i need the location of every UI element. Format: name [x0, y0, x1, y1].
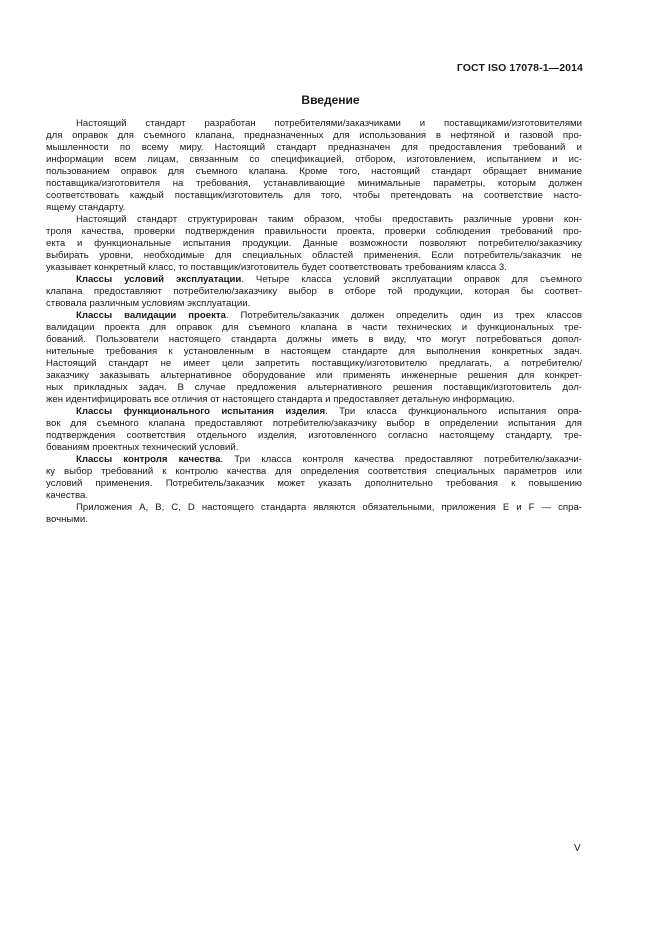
text-line: [46, 454, 582, 466]
text-line: [46, 274, 582, 286]
text-line: екта и функциональные испытания продукции. Данные возможности позволяют потребителю/заказчику: [46, 238, 582, 249]
bold-lead: Классы функционального испытания изделия: [76, 406, 326, 417]
text-line: Приложения А, В, С, D настоящего стандарта являются обязательными, приложения Е и F — спра-: [76, 502, 582, 513]
text-line: указывает конкретный класс, то поставщик/изготовитель будет соответствовать требованиям класса 3.: [46, 262, 507, 273]
paragraph-annexes: [46, 502, 582, 526]
paragraph-2: [46, 214, 582, 274]
document-code-header: ГОСТ ISO 17078-1—2014: [456, 62, 583, 74]
text-line: вок для съемного клапана предоставляют потребителю/заказчику выбор в определении испытания для: [46, 418, 582, 429]
text-line: условий применения. Потребитель/заказчик может указать дополнительно требования к повышению: [46, 478, 582, 489]
text-line: [46, 406, 582, 418]
text-line: ку выбор требований к контролю качества для определения соответствия специальных параметров или: [46, 466, 582, 477]
text-line: Настоящий стандарт структурирован таким образом, чтобы предоставить различные уровни кон-: [76, 214, 582, 225]
text-line: Настоящий стандарт не имеет цели запретить поставщику/изготовителю предлагать, а потребителю/: [46, 358, 582, 369]
text-line: [46, 310, 582, 322]
text-line: нительные требования к установленным в настоящем стандарте для выполнения конкретных задач.: [46, 346, 582, 357]
lead-rest: . Четыре класса условий эксплуатации оправок для съемного: [241, 274, 582, 285]
paragraph-service-classes: [46, 274, 582, 310]
text-line: качества.: [46, 490, 89, 501]
bold-lead: Классы контроля качества: [76, 454, 221, 465]
text-line: ных прикладных задач. В случае предложения альтернативного решения поставщик/изготовитель дол-: [46, 382, 582, 393]
text-line: ствовала различным условиям эксплуатации.: [46, 298, 251, 309]
text-line: информации всем лицам, связанным со спецификацией, отбором, изготовлением, испытанием и ис-: [46, 154, 582, 165]
text-line: мышленности по всему миру. Настоящий стандарт предназначен для предоставления требований и: [46, 142, 582, 153]
text-line: поставщика/изготовителя на требования, устанавливающие минимальные параметры, которым должен: [46, 178, 582, 189]
text-line: заказчику заказывать альтернативное оборудование или применять инженерные решения для конкрет-: [46, 370, 582, 381]
text-line: жен идентифицировать все отличия от настоящего стандарта и предоставляет детальную информацию.: [46, 394, 515, 405]
text-line: для оправок для съемного клапана, предназначенных для использования в нефтяной и газовой про-: [46, 130, 582, 141]
lead-rest: . Три класса функционального испытания опра-: [325, 406, 582, 417]
text-line: бованиям проектных технический условий.: [46, 442, 239, 453]
paragraph-1: [46, 118, 582, 214]
text-line: подтверждения соответствия отдельного изделия, изготовленного согласно настоящему стандарту, тре-: [46, 430, 582, 441]
text-line: Настоящий стандарт разработан потребителями/заказчиками и поставщиками/изготовителями: [76, 118, 582, 129]
text-line: пользованием оправок для съемного клапана. Кроме того, настоящий стандарт обращает внимание: [46, 166, 582, 177]
intro-body: [46, 118, 582, 526]
text-line: валидации проекта для оправок для съемного клапана в части технических и функциональных тре-: [46, 322, 582, 333]
lead-rest: . Три класса контроля качества предоставляют потребителю/заказчи-: [220, 454, 582, 465]
section-title: Введение: [301, 93, 360, 107]
paragraph-design-validation-classes: [46, 310, 582, 406]
paragraph-functional-test-classes: [46, 406, 582, 454]
text-line: троля качества, проверки подтверждения правильности проекта, проверки соблюдения требований про-: [46, 226, 582, 237]
text-line: выбирать уровни, необходимые для специальных областей применения. Если потребитель/заказчик не: [46, 250, 582, 261]
page-number: V: [574, 843, 581, 854]
lead-rest: . Потребитель/заказчик должен определить один из трех классов: [225, 310, 582, 321]
paragraph-quality-control-classes: [46, 454, 582, 502]
bold-lead: Классы валидации проекта: [76, 310, 226, 321]
text-line: вочными.: [46, 514, 88, 525]
text-line: бований. Пользователи настоящего стандарта должны иметь в виду, что могут потребоваться допол-: [46, 334, 582, 345]
text-line: ящему стандарту.: [46, 202, 126, 213]
text-line: клапана предоставляют потребителю/заказчику выбор в отборе той продукции, которая бы соответ-: [46, 286, 582, 297]
text-line: соответствовать каждый поставщик/изготовитель для того, чтобы претендовать на соответствие насто-: [46, 190, 582, 201]
bold-lead: Классы условий эксплуатации: [76, 274, 242, 285]
